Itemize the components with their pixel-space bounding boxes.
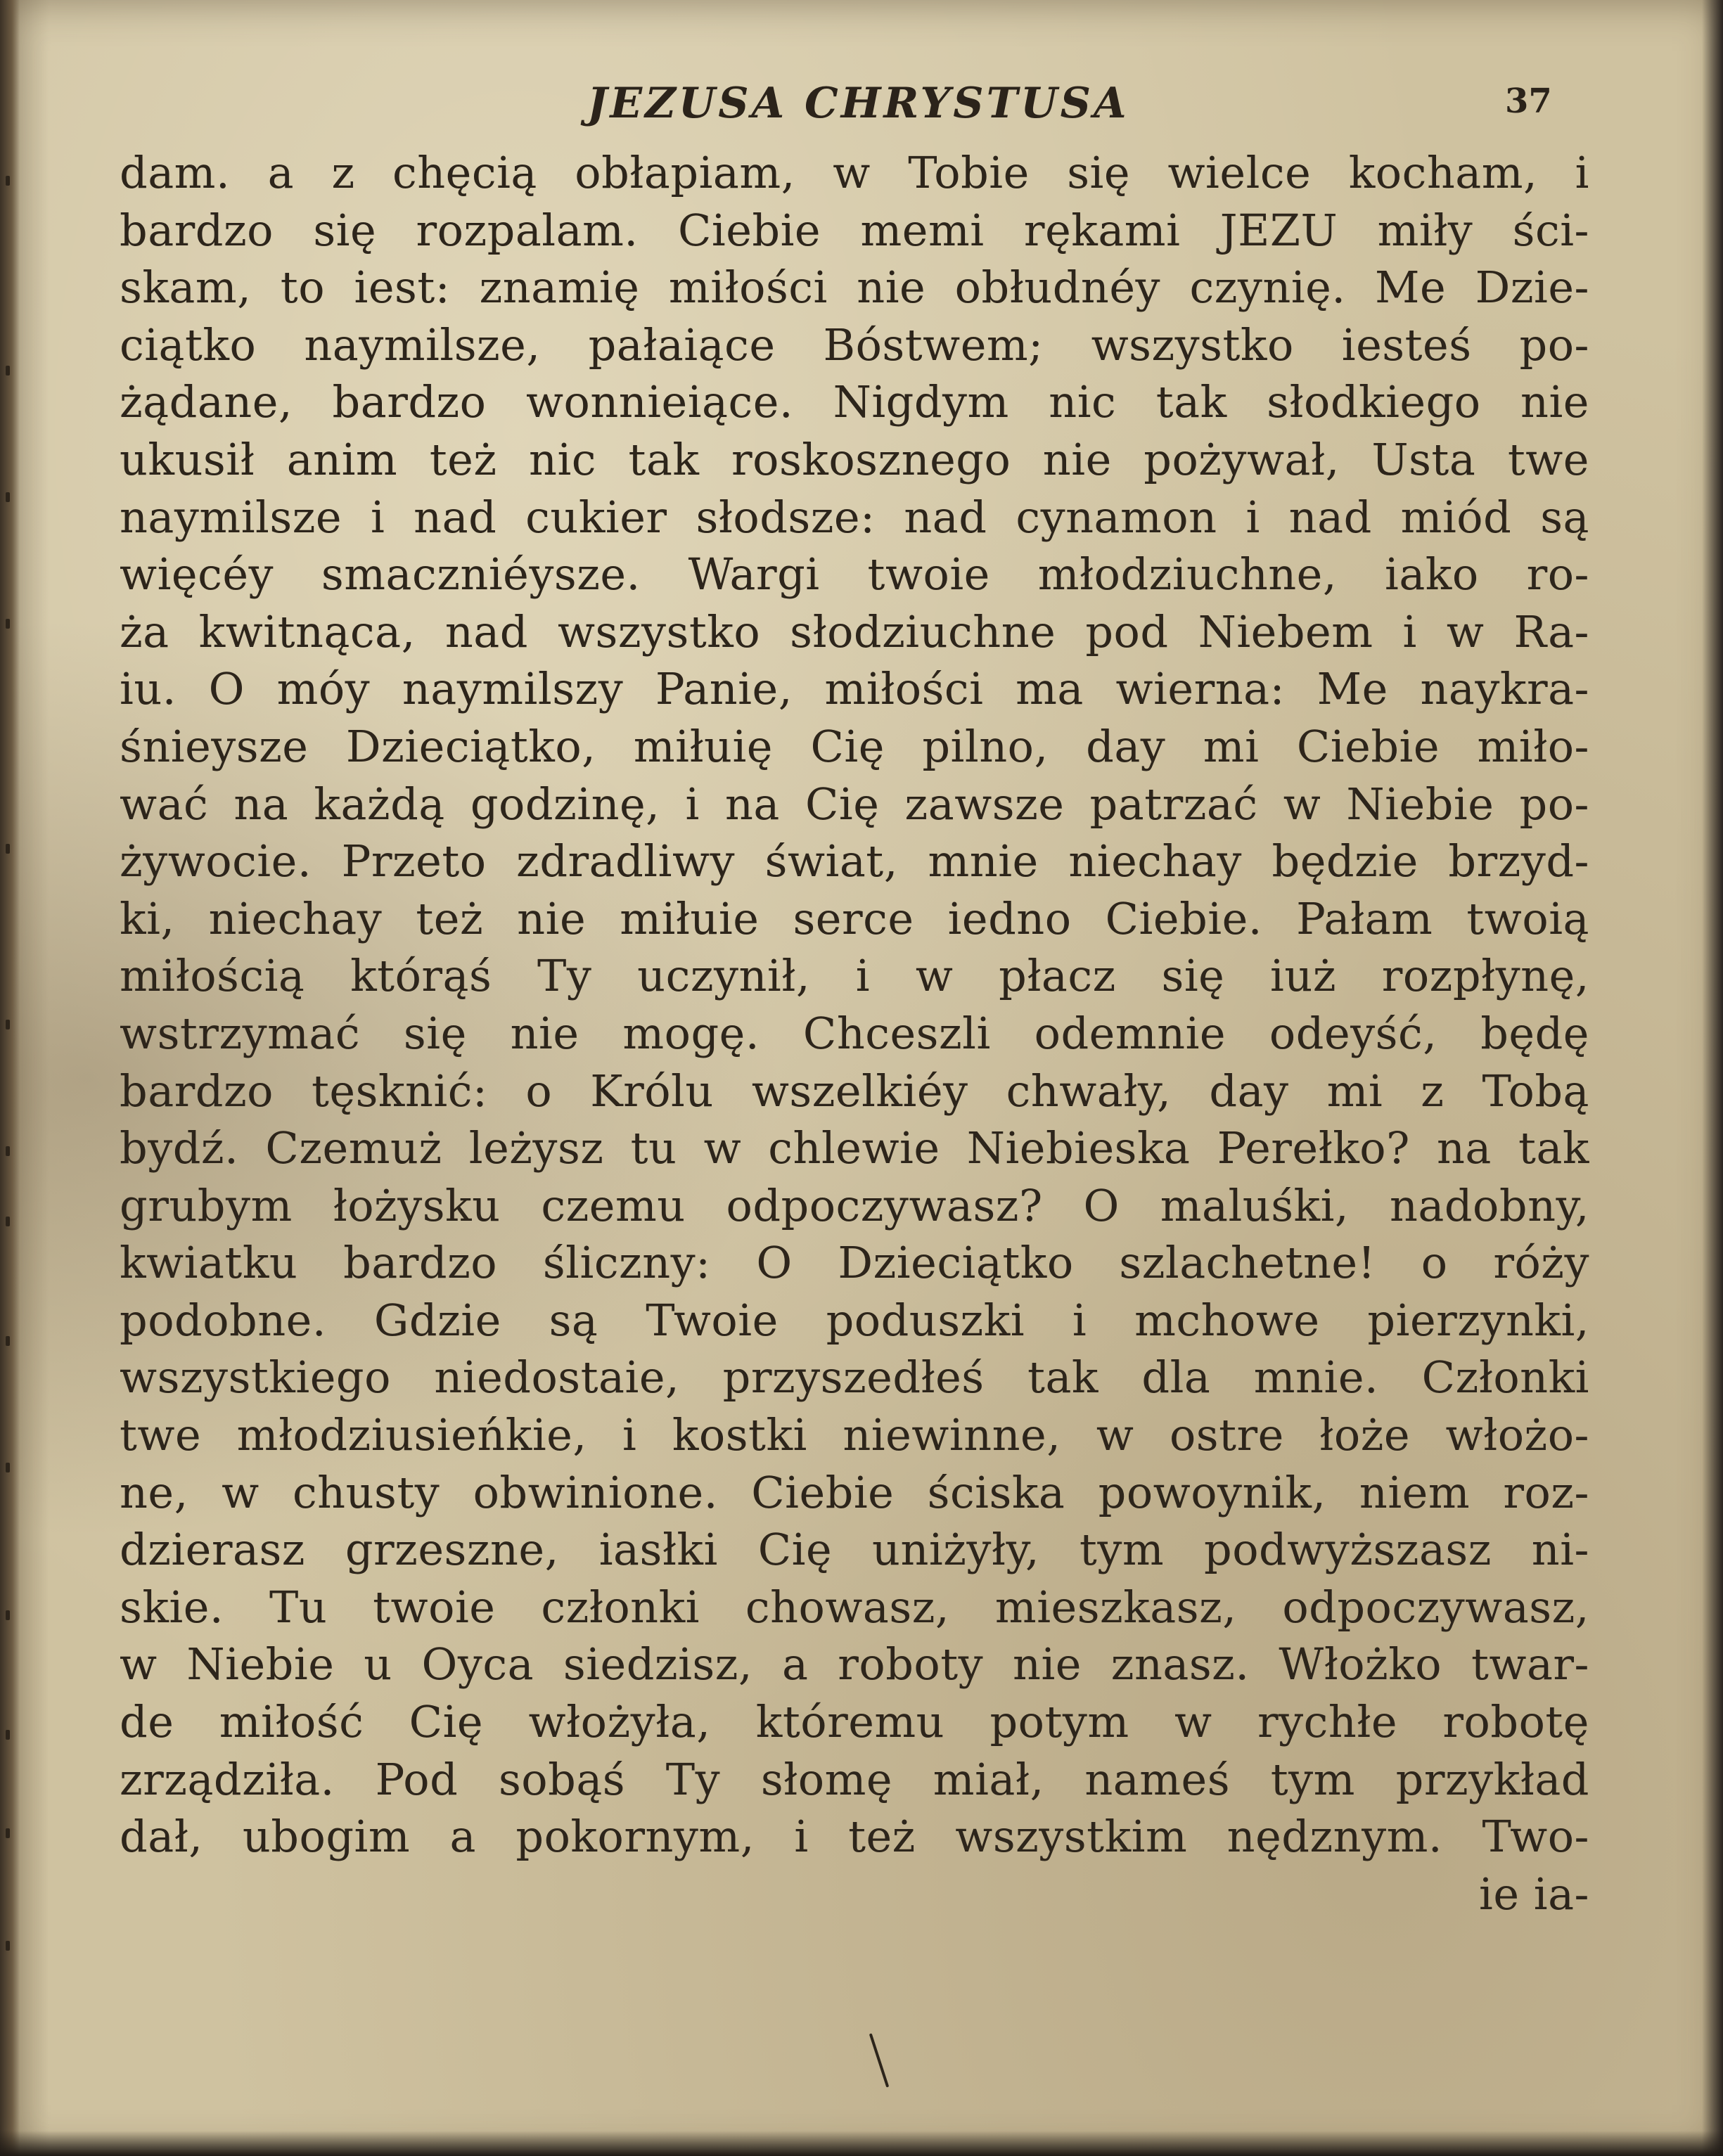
running-title: JEZUSA CHRYSTUSA	[587, 79, 1129, 128]
text-line: kwiatku bardzo śliczny: O Dzieciątko szlachetne! o róży	[120, 1237, 1589, 1289]
text-line: podobne. Gdzie są Twoie poduszki i mchowe pierzynki,	[120, 1294, 1589, 1346]
text-line: wstrzymać się nie mogę. Chceszli odemnie odeyść, będę	[120, 1007, 1589, 1059]
text-line: twe młodziusieńkie, i kostki niewinne, w ostre łoże włożo-	[120, 1409, 1589, 1461]
catchword: ie ia-	[1479, 1868, 1589, 1920]
body-text	[120, 144, 1589, 1923]
page-number: 37	[1505, 82, 1552, 121]
ink-stroke-mark	[869, 2033, 890, 2087]
text-line: iu. O móy naymilszy Panie, miłości ma wierna: Me naykra-	[120, 663, 1589, 715]
text-line: de miłość Cię włożyła, któremu potym w rychłe robotę	[120, 1696, 1589, 1748]
text-line: dał, ubogim a pokornym, i też wszystkim nędznym. Two-	[120, 1811, 1589, 1863]
text-line: dam. a z chęcią obłapiam, w Tobie się wielce kocham, i	[120, 147, 1589, 198]
facing-page-specks	[0, 0, 42, 2156]
page-bottom-edge	[0, 2131, 1723, 2156]
text-line: ża kwitnąca, nad wszystko słodziuchne pod Niebem i w Ra-	[120, 605, 1589, 657]
text-line: śnieysze Dzieciątko, miłuię Cię pilno, day mi Ciebie miło-	[120, 720, 1589, 772]
page-right-edge	[1702, 0, 1723, 2156]
text-line: miłością którąś Ty uczynił, i w płacz się iuż rozpłynę,	[120, 950, 1589, 1002]
running-head	[120, 79, 1596, 135]
text-line: zrządziła. Pod sobąś Ty słomę miał, nameś tym przykład	[120, 1753, 1589, 1805]
text-line: więcéy smaczniéysze. Wargi twoie młodziuchne, iako ro-	[120, 548, 1589, 601]
text-line: ciątko naymilsze, pałaiące Bóstwem; wszystko iesteś po-	[120, 319, 1589, 371]
text-line: ukusił anim też nic tak roskosznego nie pożywał, Usta twe	[120, 433, 1589, 485]
text-line: wać na każdą godzinę, i na Cię zawsze patrzać w Niebie po-	[120, 778, 1589, 830]
text-line: grubym łożysku czemu odpoczywasz? O maluśki, nadobny,	[120, 1179, 1589, 1231]
text-line: skie. Tu twoie członki chowasz, mieszkasz, odpoczywasz,	[120, 1581, 1589, 1633]
text-line: żywocie. Przeto zdradliwy świat, mnie niechay będzie brzyd-	[120, 835, 1589, 887]
text-line: skam, to iest: znamię miłości nie obłudnéy czynię. Me Dzie-	[120, 262, 1589, 314]
text-line: dzierasz grzeszne, iasłki Cię uniżyły, tym podwyższasz ni-	[120, 1524, 1589, 1576]
text-line: ki, niechay też nie miłuie serce iedno Ciebie. Pałam twoią	[120, 892, 1589, 944]
text-line: żądane, bardzo wonnieiące. Nigdym nic tak słodkiego nie	[120, 376, 1589, 428]
text-line: ne, w chusty obwinione. Ciebie ściska powoynik, niem roz-	[120, 1466, 1589, 1518]
text-line: bydź. Czemuż leżysz tu w chlewie Niebieska Perełko? na tak	[120, 1122, 1589, 1174]
text-line: bardzo tęsknić: o Królu wszelkiéy chwały, day mi z Tobą	[120, 1065, 1589, 1117]
text-line: naymilsze i nad cukier słodsze: nad cynamon i nad miód są	[120, 491, 1589, 543]
text-line: bardzo się rozpalam. Ciebie memi rękami JEZU miły ści-	[120, 204, 1589, 256]
text-line: w Niebie u Oyca siedzisz, a roboty nie znasz. Włożko twar-	[120, 1638, 1589, 1690]
text-line: wszystkiego niedostaie, przyszedłeś tak dla mnie. Członki	[120, 1352, 1589, 1404]
